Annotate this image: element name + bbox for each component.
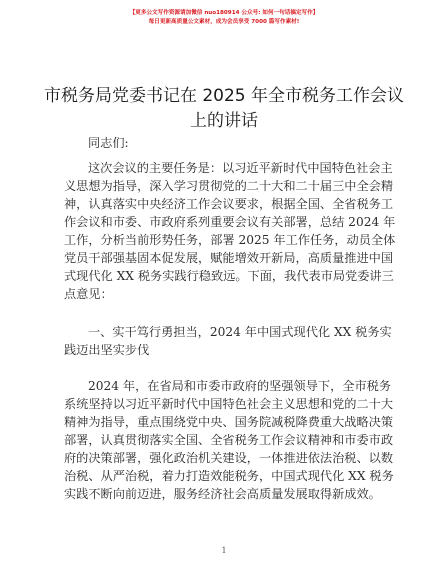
promo-line-1: 【更多公文写作资源请加微信 nuo180914 公众号: 如何一句话搞定写作】: [129, 10, 319, 16]
section-heading-line: 践迈出坚实步伐: [64, 343, 150, 357]
p1-line: 作会议和市委、市政府系列重要会议有关部署，总结 2024 年: [64, 215, 396, 229]
p1-line: 这次会议的主要任务是：以习近平新时代中国特色社会主: [88, 161, 393, 175]
section-heading-line: 一、实干笃行勇担当，2024 年中国式现代化 XX 税务实: [88, 325, 392, 339]
p1-line: 点意见：: [64, 287, 113, 301]
p2-line: 府的决策部署，强化政治机关建设，一体推进依法治税、以数: [64, 451, 394, 465]
p1-line: 党员干部强基固本促发展，赋能增效开新局，高质量推进中国: [64, 251, 394, 265]
promo-line-2: 每日更新高质量公文素材，成为会员享受 7000 篇写作素材!: [148, 18, 300, 25]
p2-line: 部署，认真贯彻落实全国、全省税务工作会议精神和市委市政: [64, 433, 394, 447]
p2-line: 系统坚持以习近平新时代中国特色社会主义思想和党的二十大: [64, 397, 394, 411]
title-line-2: 上的讲话: [190, 111, 258, 131]
p1-line: 式现代化 XX 税务实践行稳致远。下面，我代表市局党委讲三: [64, 269, 394, 283]
p2-line: 治税、从严治税，着力打造效能税务，中国式现代化 XX 税务: [64, 469, 394, 483]
p1-line: 义思想为指导，深入学习贯彻党的二十大和二十届三中全会精: [64, 179, 394, 193]
salutation: 同志们:: [88, 136, 129, 150]
p1-line: 神，认真落实中央经济工作会议要求，根据全国、全省税务工: [64, 197, 394, 211]
promo-banner: [0, 9, 448, 26]
p1-line: 工作，分析当前形势任务，部署 2025 年工作任务，动员全体: [64, 233, 396, 247]
p2-line: 精神为指导，重点围绕党中央、国务院减税降费重大战略决策: [64, 415, 394, 429]
title-line-1: 市税务局党委书记在 2025 年全市税务工作会议: [43, 86, 405, 106]
document-title: [0, 84, 448, 134]
p2-line: 2024 年，在省局和市委市政府的坚强领导下，全市税务: [88, 379, 392, 393]
p2-line: 实践不断向前迈进，服务经济社会高质量发展取得新成效。: [64, 487, 381, 501]
page-number: 1: [221, 546, 227, 555]
